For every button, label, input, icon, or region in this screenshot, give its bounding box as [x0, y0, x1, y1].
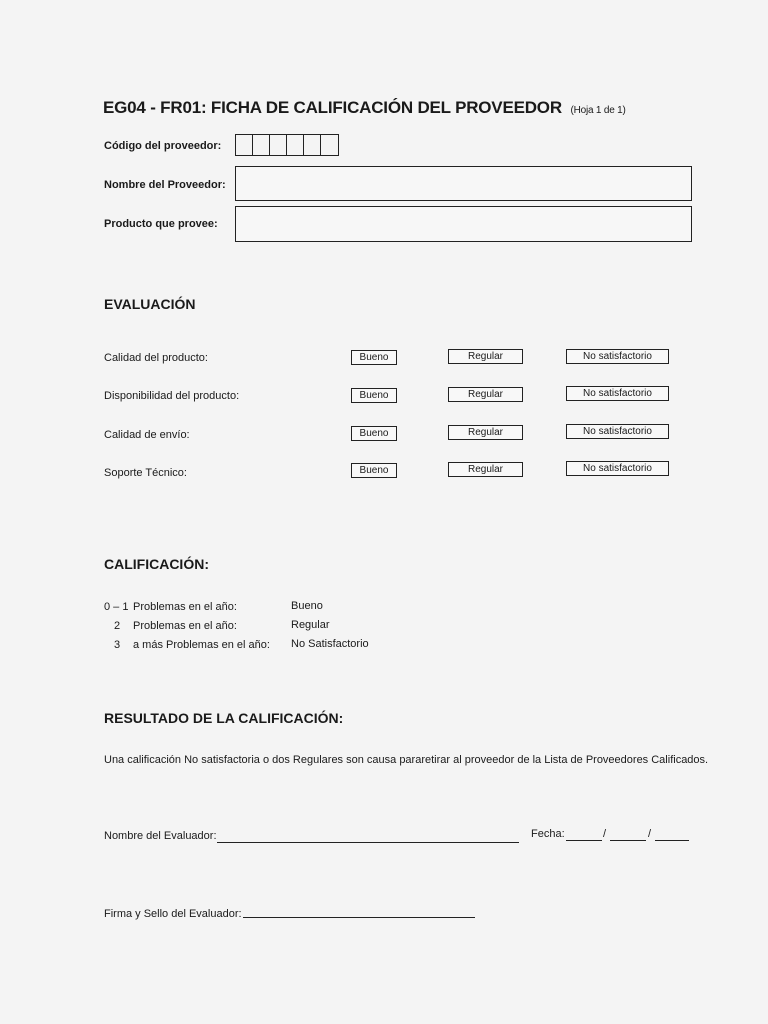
- rule-count: 3: [114, 639, 121, 651]
- result-text: Una calificación No satisfactoria o dos Regulares son causa pararetirar al proveedor de la Lista de Proveedores Calificados.: [104, 754, 709, 766]
- eval-row-label: Calidad de envío:: [104, 429, 190, 441]
- option-bueno[interactable]: Bueno: [351, 388, 397, 403]
- option-no-satisfactorio[interactable]: No satisfactorio: [566, 424, 669, 439]
- evaluator-name-label: Nombre del Evaluador:: [104, 830, 217, 842]
- evaluation-heading: EVALUACIÓN: [104, 296, 196, 312]
- supplier-product-field[interactable]: [235, 206, 692, 242]
- code-cell-2[interactable]: [253, 135, 270, 155]
- option-regular[interactable]: Regular: [448, 462, 523, 477]
- option-bueno[interactable]: Bueno: [351, 463, 397, 478]
- supplier-code-field[interactable]: [235, 134, 339, 156]
- eval-row-label: Disponibilidad del producto:: [104, 390, 240, 402]
- rule-result: No Satisfactorio: [291, 638, 369, 650]
- option-bueno[interactable]: Bueno: [351, 350, 397, 365]
- result-heading: RESULTADO DE LA CALIFICACIÓN:: [104, 710, 344, 726]
- supplier-name-field[interactable]: [235, 166, 692, 201]
- option-no-satisfactorio[interactable]: No satisfactorio: [566, 386, 669, 401]
- code-cell-5[interactable]: [304, 135, 321, 155]
- page-note: (Hoja 1 de 1): [570, 105, 626, 116]
- rule-text: a más Problemas en el año:: [133, 639, 270, 651]
- eval-row-label: Soporte Técnico:: [104, 467, 187, 479]
- date-year-line[interactable]: [655, 840, 689, 841]
- option-regular[interactable]: Regular: [448, 349, 523, 364]
- signature-line[interactable]: [243, 917, 475, 918]
- form-title: [103, 98, 626, 118]
- rule-result: Bueno: [291, 600, 323, 612]
- eval-row-label: Calidad del producto:: [104, 352, 208, 364]
- rule-result: Regular: [291, 619, 330, 631]
- date-separator: /: [603, 828, 607, 840]
- date-day-line[interactable]: [566, 840, 602, 841]
- supplier-product-label: Producto que provee:: [104, 218, 218, 230]
- evaluator-name-line[interactable]: [217, 842, 519, 843]
- code-cell-1[interactable]: [236, 135, 253, 155]
- option-no-satisfactorio[interactable]: No satisfactorio: [566, 461, 669, 476]
- rating-heading: CALIFICACIÓN:: [104, 556, 209, 572]
- rule-count: 0 – 1: [104, 601, 129, 613]
- option-regular[interactable]: Regular: [448, 425, 523, 440]
- signature-label: Firma y Sello del Evaluador:: [104, 908, 242, 920]
- code-cell-3[interactable]: [270, 135, 287, 155]
- rule-text: Problemas en el año:: [133, 601, 237, 613]
- supplier-code-label: Código del proveedor:: [104, 140, 222, 152]
- option-bueno[interactable]: Bueno: [351, 426, 397, 441]
- option-regular[interactable]: Regular: [448, 387, 523, 402]
- rule-text: Problemas en el año:: [133, 620, 237, 632]
- option-no-satisfactorio[interactable]: No satisfactorio: [566, 349, 669, 364]
- date-label: Fecha:: [531, 828, 565, 840]
- form-title-text: EG04 - FR01: FICHA DE CALIFICACIÓN DEL PROVEEDOR: [103, 98, 562, 117]
- code-cell-4[interactable]: [287, 135, 304, 155]
- date-month-line[interactable]: [610, 840, 646, 841]
- code-cell-6[interactable]: [321, 135, 338, 155]
- supplier-name-label: Nombre del Proveedor:: [104, 179, 226, 191]
- date-separator: /: [648, 828, 652, 840]
- rule-count: 2: [114, 620, 121, 632]
